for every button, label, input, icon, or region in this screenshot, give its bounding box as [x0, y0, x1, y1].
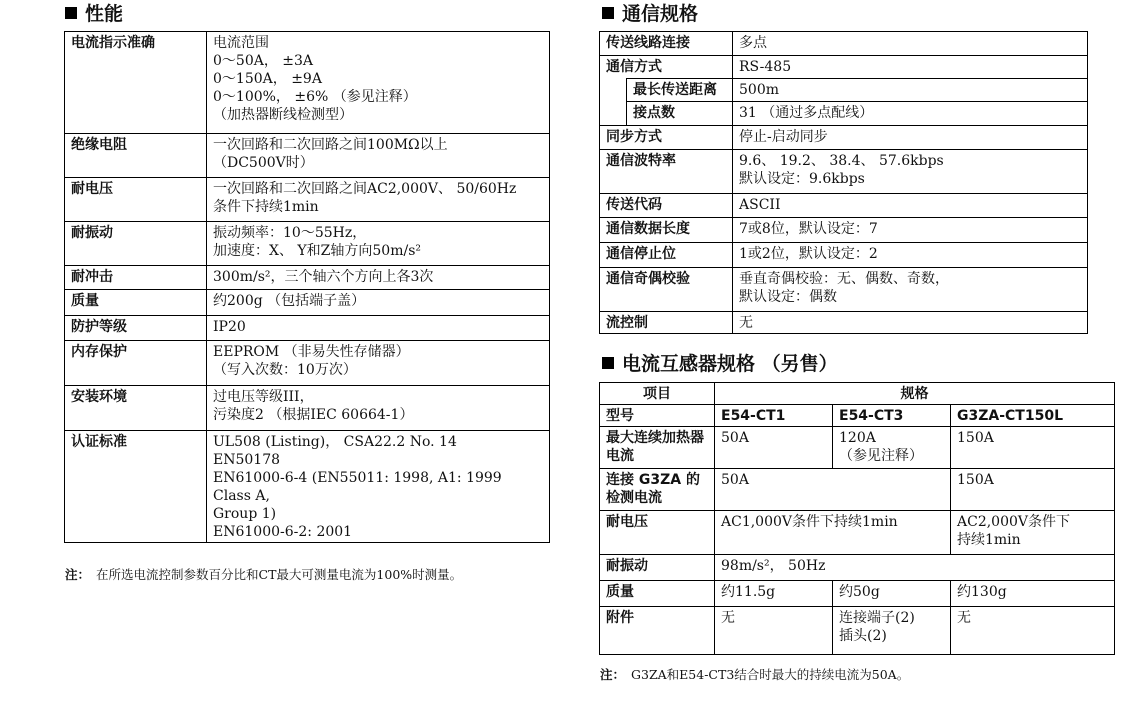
value-line: 约50g: [839, 584, 880, 600]
value-line: 1或2位，默认设定：2: [739, 246, 878, 262]
table-row: [600, 56, 1088, 79]
table-row: [600, 405, 1115, 427]
value-line: EN61000-6-4 (EN55011: 1998, A1: 1999 Class A,: [213, 470, 502, 504]
table-row: [600, 607, 1115, 655]
value-line: （参见注释）: [839, 448, 923, 464]
value-line: ASCII: [739, 197, 781, 213]
value-line: 7或8位，默认设定：7: [739, 221, 878, 237]
row-value: [715, 427, 833, 469]
row-label: 连接 G3ZA 的检测电流: [600, 469, 715, 511]
value-line: 约200g （包括端子盖）: [213, 293, 366, 309]
table-row: [65, 266, 550, 290]
table-row: [65, 134, 550, 178]
square-bullet-icon: [602, 357, 614, 369]
value-line: 一次回路和二次回路之间100MΩ以上: [213, 137, 448, 153]
row-value: [733, 243, 1088, 268]
row-value: [833, 427, 951, 469]
table-row: [600, 194, 1088, 218]
table-row: [600, 150, 1088, 194]
value-line: 多点: [739, 35, 767, 51]
value-line: 电流范围: [213, 35, 269, 51]
table-row: [600, 32, 1088, 56]
value-line: 默认设定：偶数: [739, 289, 837, 305]
row-label: 安装环境: [65, 386, 207, 431]
ct-table: [599, 382, 1115, 655]
value-line: 0～50A， ±3A: [213, 53, 314, 69]
row-value: [833, 607, 951, 655]
value-line: 50A: [721, 472, 749, 488]
table-row: [600, 243, 1088, 268]
row-label: 电流指示准确: [65, 32, 207, 134]
row-label: 耐振动: [65, 222, 207, 266]
row-value: [715, 469, 951, 511]
table-row: [600, 218, 1088, 243]
value-line: 50A: [721, 430, 749, 446]
row-value: [715, 511, 951, 555]
table-row: [600, 79, 1088, 102]
comm-heading: 通信规格: [602, 3, 698, 25]
row-value: [207, 222, 550, 266]
row-label: 通信数据长度: [600, 218, 733, 243]
table-row: [65, 431, 550, 543]
value-line: 120A: [839, 430, 876, 446]
table-header-row: [600, 383, 1115, 405]
performance-note: 注： 在所选电流控制参数百分比和CT最大可测量电流为100%时测量。: [65, 567, 463, 582]
performance-heading: 性能: [65, 3, 123, 25]
value-line: 150A: [957, 472, 994, 488]
row-label: 绝缘电阻: [65, 134, 207, 178]
table-row: [600, 511, 1115, 555]
row-label: 质量: [600, 581, 715, 607]
value-line: EEPROM （非易失性存储器）: [213, 344, 410, 360]
value-line: 31 （通过多点配线）: [739, 105, 874, 121]
row-value: [733, 150, 1088, 194]
row-label: 耐电压: [600, 511, 715, 555]
row-value: [715, 555, 1115, 581]
model-name: E54-CT3: [833, 405, 951, 427]
value-line: Group 1): [213, 506, 277, 522]
table-row: [600, 427, 1115, 469]
table-row: [65, 32, 550, 134]
row-value: [207, 32, 550, 134]
square-bullet-icon: [65, 7, 77, 19]
row-value: [733, 32, 1088, 56]
value-line: 过电压等级III，: [213, 389, 314, 405]
value-line: 无: [957, 610, 971, 626]
row-value: [733, 126, 1088, 150]
value-line: AC2,000V条件下: [957, 514, 1071, 530]
row-value: [715, 581, 833, 607]
row-label: 防护等级: [65, 316, 207, 341]
row-label: 耐电压: [65, 178, 207, 222]
value-line: （加热器断线检测型）: [213, 107, 353, 123]
value-line: 无: [739, 315, 753, 331]
square-bullet-icon: [602, 7, 614, 19]
row-label: 通信波特率: [600, 150, 733, 194]
header-item: 项目: [600, 383, 715, 405]
row-label: 最长传送距离: [627, 79, 733, 102]
value-line: 污染度2 （根据IEC 60664-1）: [213, 407, 414, 423]
row-value: [733, 218, 1088, 243]
row-value: [207, 386, 550, 431]
row-value: [207, 290, 550, 316]
row-value: [951, 511, 1115, 555]
row-value: [951, 469, 1115, 511]
value-line: 约130g: [957, 584, 1007, 600]
row-label: 内存保护: [65, 341, 207, 386]
header-spec: 规格: [715, 383, 1115, 405]
row-label: 传送代码: [600, 194, 733, 218]
row-label: 型号: [600, 405, 715, 427]
row-label: 接点数: [627, 102, 733, 126]
table-row: [600, 126, 1088, 150]
row-value: [733, 268, 1088, 312]
row-value: [207, 341, 550, 386]
table-row: [65, 386, 550, 431]
value-line: （DC500V时）: [213, 155, 314, 171]
value-line: 振动频率：10～55Hz，: [213, 225, 367, 241]
value-line: AC1,000V条件下持续1min: [721, 514, 898, 530]
table-row: [65, 341, 550, 386]
row-value: [833, 581, 951, 607]
row-label: 同步方式: [600, 126, 733, 150]
value-line: 150A: [957, 430, 994, 446]
ct-note: 注： G3ZA和E54-CT3结合时最大的持续电流为50A。: [600, 667, 910, 682]
row-value: [207, 134, 550, 178]
value-line: 连接端子(2): [839, 610, 915, 626]
table-row: [600, 312, 1088, 334]
row-value: [207, 316, 550, 341]
row-value: [207, 431, 550, 543]
value-line: RS-485: [739, 59, 792, 75]
comm-table: [599, 31, 1088, 334]
value-line: 300m/s²，三个轴六个方向上各3次: [213, 269, 434, 285]
value-line: 9.6、 19.2、 38.4、 57.6kbps: [739, 153, 944, 169]
row-label: 认证标准: [65, 431, 207, 543]
value-line: EN50178: [213, 452, 281, 468]
value-line: 加速度：X、 Y和Z轴方向50m/s²: [213, 243, 421, 259]
value-line: 默认设定：9.6kbps: [739, 171, 865, 187]
row-label: 附件: [600, 607, 715, 655]
table-row: [600, 102, 1088, 126]
row-value: [733, 194, 1088, 218]
value-line: IP20: [213, 319, 246, 335]
value-line: （写入次数：10万次）: [213, 362, 357, 378]
table-row: [65, 290, 550, 316]
value-line: 约11.5g: [721, 584, 776, 600]
value-line: 停止-启动同步: [739, 129, 828, 145]
value-line: UL508 (Listing)， CSA22.2 No. 14: [213, 434, 457, 450]
value-line: 0～150A， ±9A: [213, 71, 322, 87]
value-line: 垂直奇偶校验：无、偶数、奇数，: [739, 271, 949, 287]
value-line: 一次回路和二次回路之间AC2,000V、 50/60Hz: [213, 181, 517, 197]
value-line: 条件下持续1min: [213, 199, 319, 215]
row-value: [951, 581, 1115, 607]
table-row: [600, 268, 1088, 312]
value-line: 无: [721, 610, 735, 626]
row-value: [733, 56, 1088, 79]
row-label: 流控制: [600, 312, 733, 334]
value-line: 持续1min: [957, 532, 1021, 548]
ct-heading: 电流互感器规格 （另售）: [602, 353, 838, 375]
row-value: [733, 312, 1088, 334]
table-row: [65, 178, 550, 222]
row-value: [951, 427, 1115, 469]
row-label: 传送线路连接: [600, 32, 733, 56]
table-row: [600, 555, 1115, 581]
value-line: 0～100%， ±6% （参见注释）: [213, 89, 417, 105]
value-line: 插头(2): [839, 628, 887, 644]
model-name: E54-CT1: [715, 405, 833, 427]
row-label: 耐振动: [600, 555, 715, 581]
row-label: 通信停止位: [600, 243, 733, 268]
row-label: 耐冲击: [65, 266, 207, 290]
row-value: [733, 79, 1088, 102]
row-label: 通信方式: [600, 56, 733, 79]
value-line: 500m: [739, 82, 779, 98]
table-row: [600, 469, 1115, 511]
table-row: [65, 222, 550, 266]
row-value: [715, 607, 833, 655]
row-label: 通信奇偶校验: [600, 268, 733, 312]
row-value: [207, 178, 550, 222]
value-line: EN61000-6-2: 2001: [213, 524, 353, 540]
performance-table: [64, 31, 550, 543]
row-label: 最大连续加热器电流: [600, 427, 715, 469]
row-label: 质量: [65, 290, 207, 316]
row-value: [207, 266, 550, 290]
value-line: 98m/s²， 50Hz: [721, 558, 826, 574]
indent-spacer: [600, 79, 627, 126]
row-value: [951, 607, 1115, 655]
table-row: [65, 316, 550, 341]
model-name: G3ZA-CT150L: [951, 405, 1115, 427]
row-value: [733, 102, 1088, 126]
table-row: [600, 581, 1115, 607]
